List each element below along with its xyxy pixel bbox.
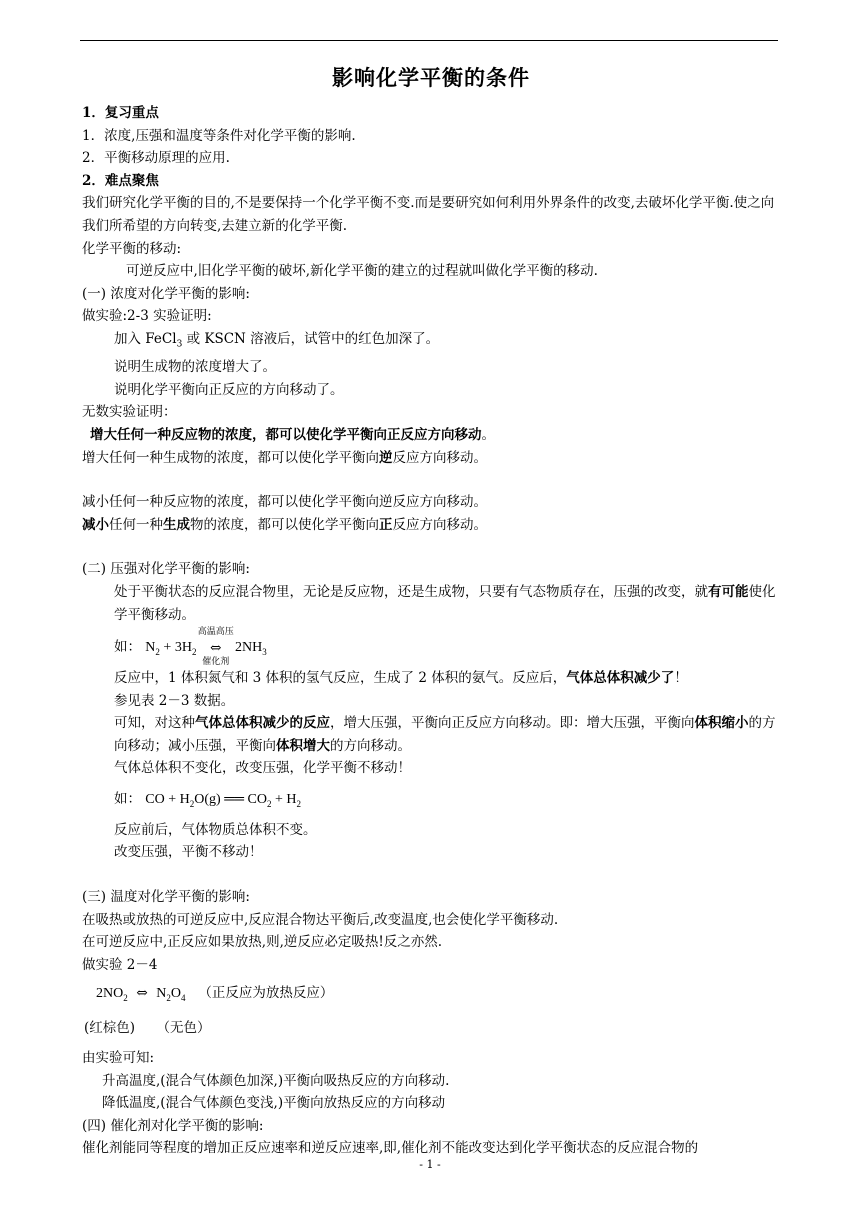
table-reference: 参见表 2－3 数据。 <box>114 692 235 709</box>
pressure-heading: (二) 压强对化学平衡的影响: <box>82 561 250 578</box>
temperature-line-2: 在可逆反应中,正反应如果放热,则,逆反应必定吸热!反之亦然. <box>82 934 443 951</box>
equilibrium-arrow: ⇔ <box>136 985 148 1002</box>
header-rule <box>80 40 778 41</box>
result-label: 由实验可知: <box>82 1050 155 1067</box>
raise-temperature: 升高温度,(混合气体颜色加深,)平衡向吸热反应的方向移动. <box>102 1072 450 1089</box>
pressure-no-change: 气体总体积不变化，改变压强，化学平衡不移动！ <box>114 760 411 777</box>
section-heading-difficulty: 2．难点聚焦 <box>82 172 159 189</box>
equilibrium-arrow: 高温高压 ⇔ 催化剂 <box>197 626 234 667</box>
volume-unchanged: 反应前后，气体物质总体积不变。 <box>114 821 317 838</box>
pressure-conclusion: 可知，对这种气体总体积减少的反应，增大压强，平衡向正反应方向移动。即：增大压强，平衡向体积缩小的方向移动；减小压强，平衡向体积增大的方向移动。 <box>114 715 776 754</box>
review-item-1: 1．浓度,压强和温度等条件对化学平衡的影响. <box>82 127 356 144</box>
color-labels: (红棕色) （无色） <box>84 1020 211 1037</box>
page-number: - 1 - <box>419 1158 441 1171</box>
no-shift: 改变压强，平衡不移动！ <box>114 844 263 861</box>
rule-increase-product: 增大任何一种生成物的浓度，都可以使化学平衡向逆反应方向移动。 <box>82 449 487 466</box>
equilibrium-shift-label: 化学平衡的移动: <box>82 240 182 257</box>
experiment-observation: 加入 FeCl$_3$ 或 KSCN 溶液后，试管中的红色加深了。 <box>114 330 440 350</box>
catalyst-heading: (四) 催化剂对化学平衡的影响: <box>82 1117 264 1134</box>
lower-temperature: 降低温度,(混合气体颜色变浅,)平衡向放热反应的方向移动 <box>102 1095 446 1112</box>
experiment-note-2: 说明化学平衡向正反应的方向移动了。 <box>114 381 344 398</box>
rule-increase-reactant: 增大任何一种反应物的浓度，都可以使化学平衡向正反应方向移动。 <box>90 427 495 443</box>
experiment-note-1: 说明生成物的浓度增大了。 <box>114 359 276 376</box>
ammonia-equation: 如： $N_2 + 3H_2$ 高温高压 ⇔ 催化剂 $2NH_3$ <box>114 626 267 667</box>
experiment-2-3: 做实验:2-3 实验证明: <box>82 308 212 325</box>
section-heading-review: 1．复习重点 <box>82 105 159 121</box>
rule-decrease-reactant: 减小任何一种反应物的浓度，都可以使化学平衡向逆反应方向移动。 <box>82 494 487 511</box>
temperature-line-1: 在吸热或放热的可逆反应中,反应混合物达平衡后,改变温度,也会使化学平衡移动. <box>82 911 559 928</box>
experiment-2-4: 做实验 2－4 <box>82 956 158 973</box>
intro-paragraph: 我们研究化学平衡的目的,不是要保持一个化学平衡不变.而是要研究如何利用外界条件的改变,去破坏化学平衡.使之向我们所希望的方向转变,去建立新的化学平衡. <box>82 195 775 234</box>
equilibrium-shift-definition: 可逆反应中,旧化学平衡的破坏,新化学平衡的建立的过程就叫做化学平衡的移动. <box>126 263 598 280</box>
temperature-heading: (三) 温度对化学平衡的影响: <box>82 888 250 905</box>
many-experiments: 无数实验证明： <box>82 404 177 421</box>
water-gas-equation: 如： CO + $H_2O(g)$ ══ $CO_2 + H_2$ <box>114 790 302 809</box>
review-item-2: 2．平衡移动原理的应用. <box>82 150 230 167</box>
page-title: 影响化学平衡的条件 <box>332 65 530 90</box>
pressure-paragraph: 处于平衡状态的反应混合物里，无论是反应物，还是生成物，只要有气态物质存在，压强的改变，就有可能使化学平衡移动。 <box>114 583 776 623</box>
no2-equation: $2NO_2$ ⇔ $N_2O_4$ （正反应为放热反应） <box>96 985 334 1004</box>
ammonia-explanation: 反应中，1 体积氮气和 3 体积的氢气反应，生成了 2 体积的氨气。反应后，气体总体积减少了！ <box>114 669 688 686</box>
document-page <box>82 62 780 1160</box>
concentration-heading: (一) 浓度对化学平衡的影响: <box>82 285 250 302</box>
rule-decrease-product: 减小任何一种生成物的浓度，都可以使化学平衡向正反应方向移动。 <box>82 516 487 533</box>
catalyst-line-1: 催化剂能同等程度的增加正反应速率和逆反应速率,即,催化剂不能改变达到化学平衡状态的反应混合物的 <box>82 1140 699 1157</box>
